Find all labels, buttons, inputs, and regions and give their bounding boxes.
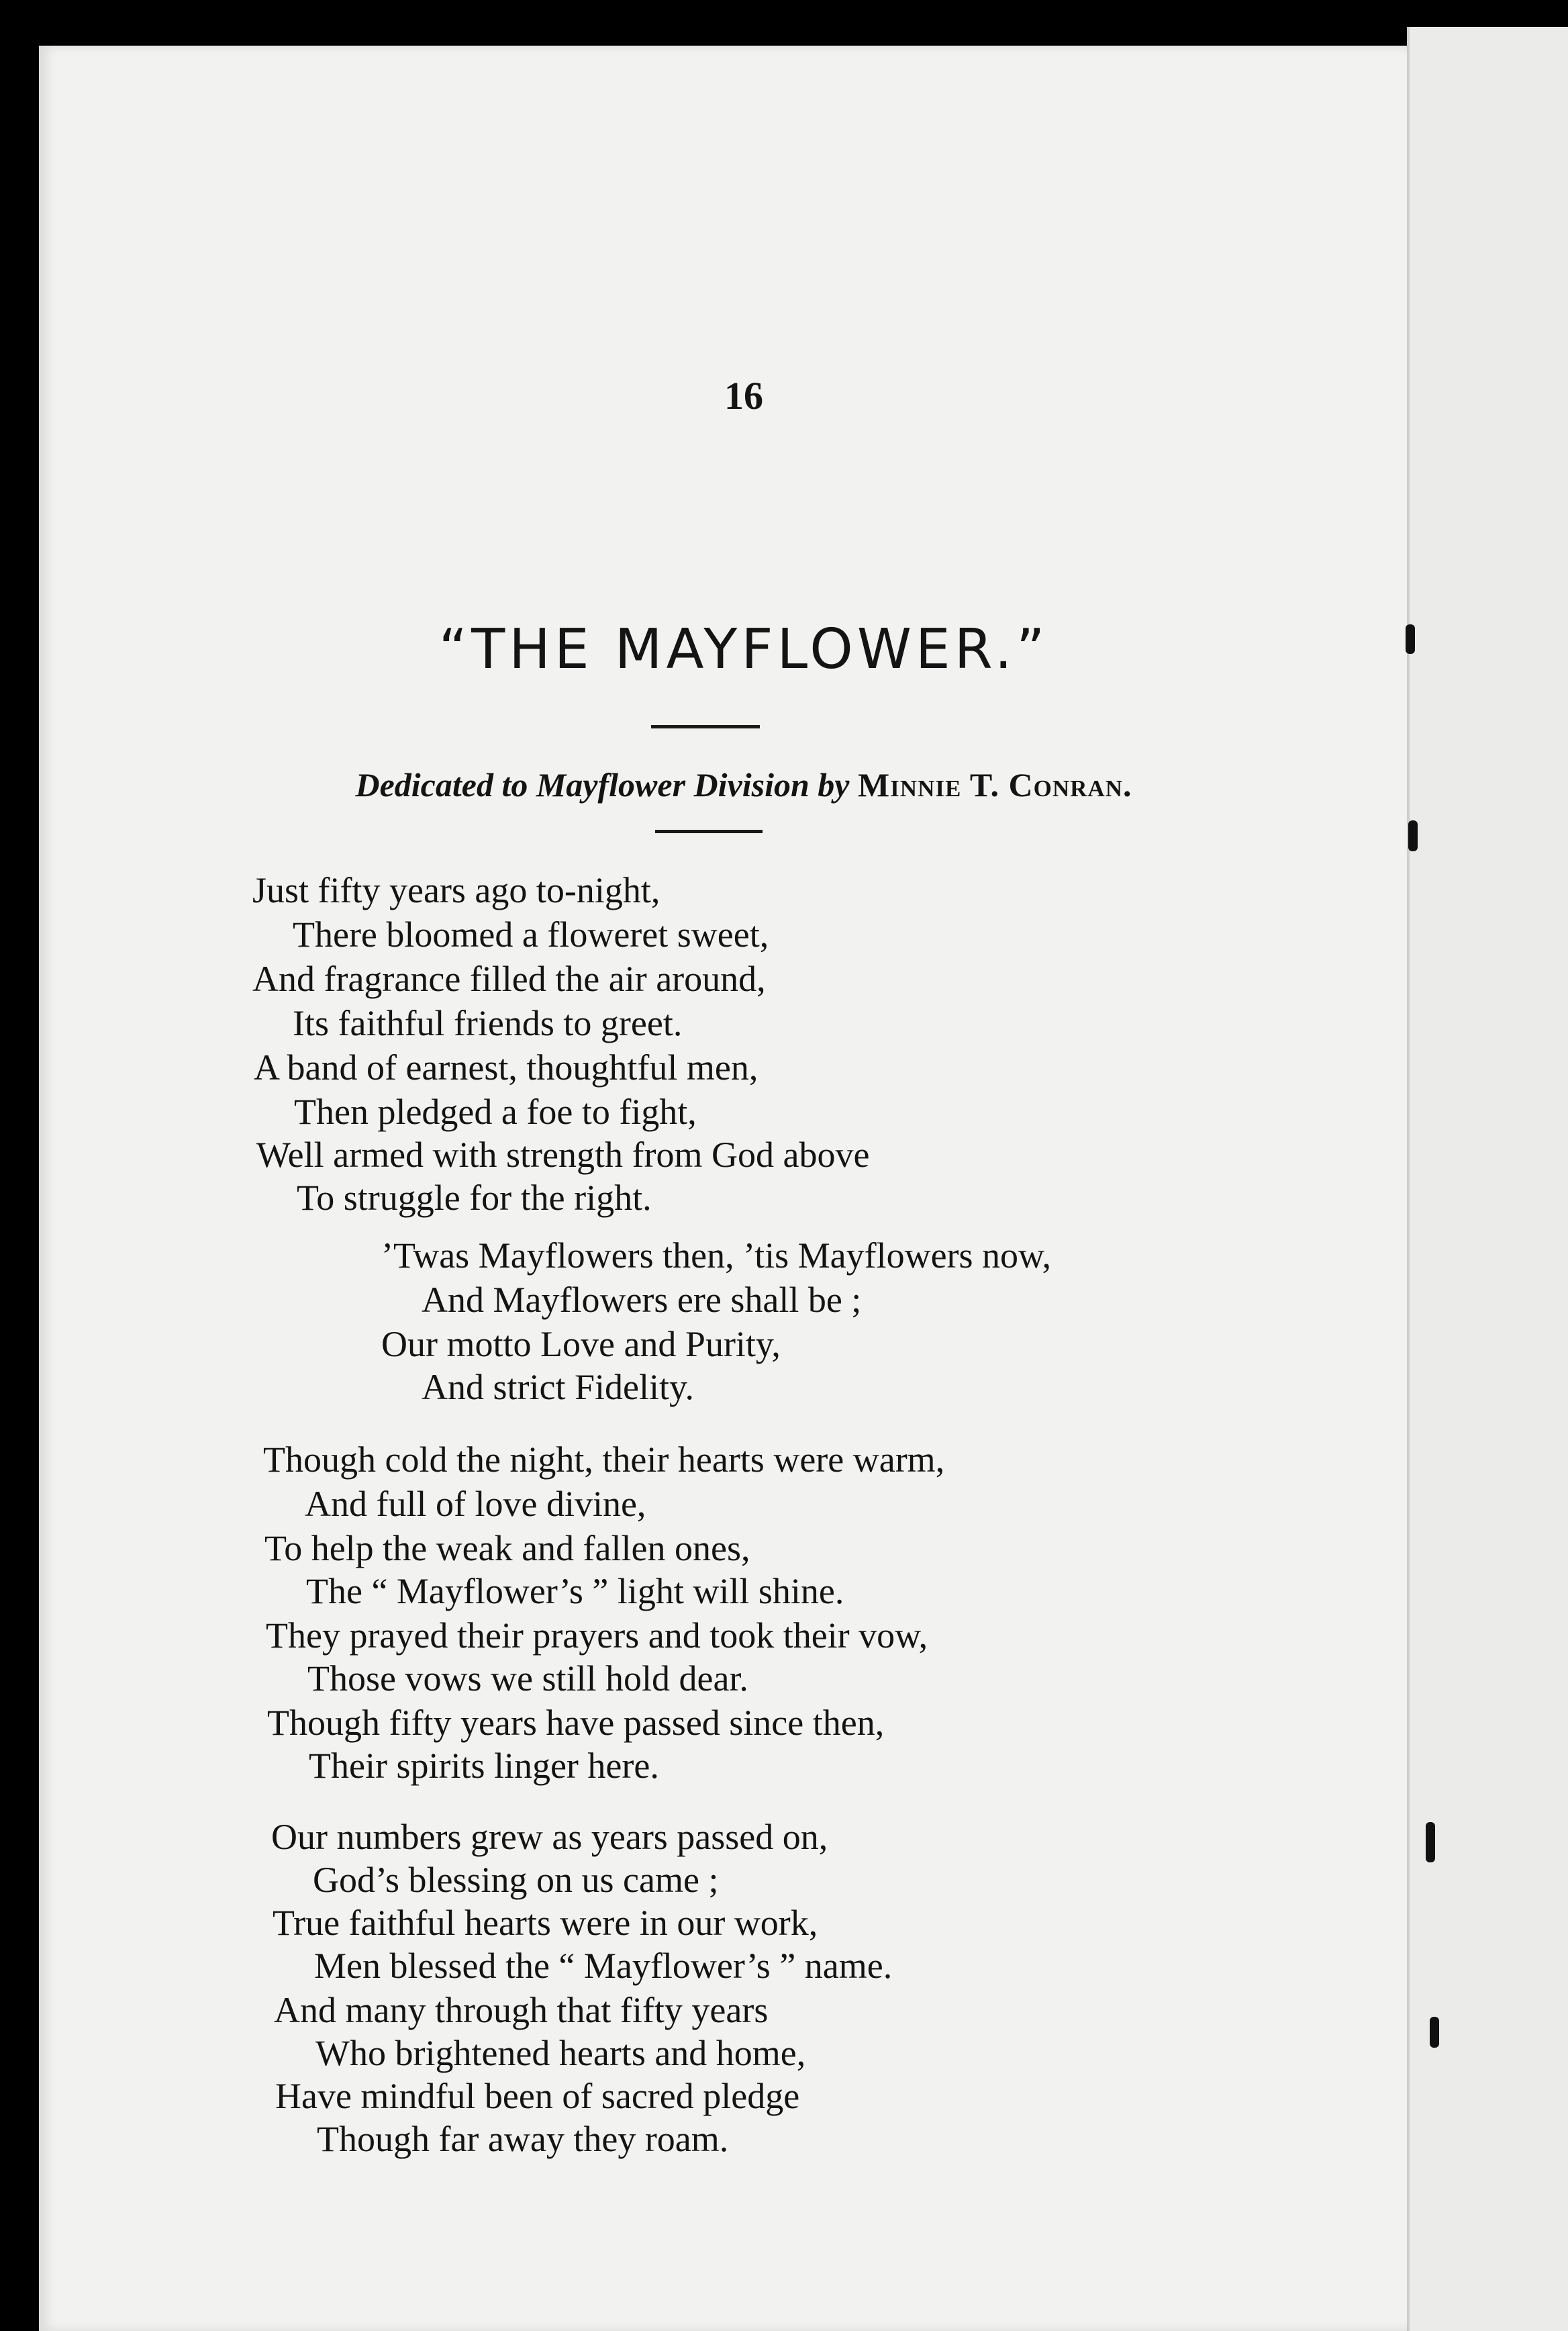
poem-line: The “ Mayflower’s ” light will shine.	[306, 1571, 844, 1611]
poem-line: Though far away they roam.	[317, 2119, 729, 2159]
poem-line: And many through that fifty years	[274, 1990, 769, 2030]
poem-line: To struggle for the right.	[297, 1178, 652, 1218]
poem-line: ’Twas Mayflowers then, ’tis Mayflowers now,	[381, 1235, 1052, 1276]
poem-title: “THE MAYFLOWER.”	[438, 618, 1049, 681]
binding-staple	[1430, 2017, 1439, 2048]
dedication-author: Minnie T. Conran.	[857, 766, 1132, 804]
poem-line: True faithful hearts were in our work,	[273, 1903, 818, 1943]
page-shadow	[39, 46, 1408, 2331]
poem-line: There bloomed a floweret sweet,	[293, 914, 769, 955]
poem-line: Though fifty years have passed since then,	[267, 1703, 885, 1743]
poem-line: And fragrance filled the air around,	[252, 959, 766, 999]
poem-line: Just fifty years ago to-night,	[252, 870, 660, 910]
poem-line: A band of earnest, thoughtful men,	[254, 1047, 758, 1088]
dedication-text: Dedicated to Mayflower Division by	[355, 766, 850, 804]
poem-line: Those vows we still hold dear.	[307, 1658, 748, 1699]
poem-line: They prayed their prayers and took their vow,	[266, 1615, 928, 1656]
poem-line: Its faithful friends to greet.	[293, 1003, 683, 1043]
page-number: 16	[724, 374, 763, 418]
facing-page-edge	[1407, 27, 1568, 2331]
poem-line: Men blessed the “ Mayflower’s ” name.	[314, 1946, 893, 1986]
poem-line: And full of love divine,	[305, 1484, 646, 1524]
poem-line: Then pledged a foe to fight,	[294, 1092, 697, 1132]
poem-line: Have mindful been of sacred pledge	[275, 2076, 800, 2116]
poem-line: Though cold the night, their hearts were warm,	[263, 1439, 945, 1480]
poem-line: Well armed with strength from God above	[256, 1135, 870, 1175]
poem-line: Who brightened hearts and home,	[315, 2033, 806, 2073]
poem-line: Our numbers grew as years passed on,	[271, 1817, 828, 1857]
poem-line: And strict Fidelity.	[422, 1367, 694, 1407]
binding-staple	[1406, 624, 1415, 654]
poem-line: Our motto Love and Purity,	[381, 1324, 781, 1364]
binding-staple	[1408, 820, 1418, 851]
binding-staple	[1426, 1822, 1435, 1862]
poem-line: Their spirits linger here.	[309, 1746, 659, 1786]
poem-line: God’s blessing on us came ;	[313, 1860, 719, 1900]
poem-line: To help the weak and fallen ones,	[264, 1528, 750, 1568]
poem-line: And Mayflowers ere shall be ;	[422, 1280, 862, 1320]
